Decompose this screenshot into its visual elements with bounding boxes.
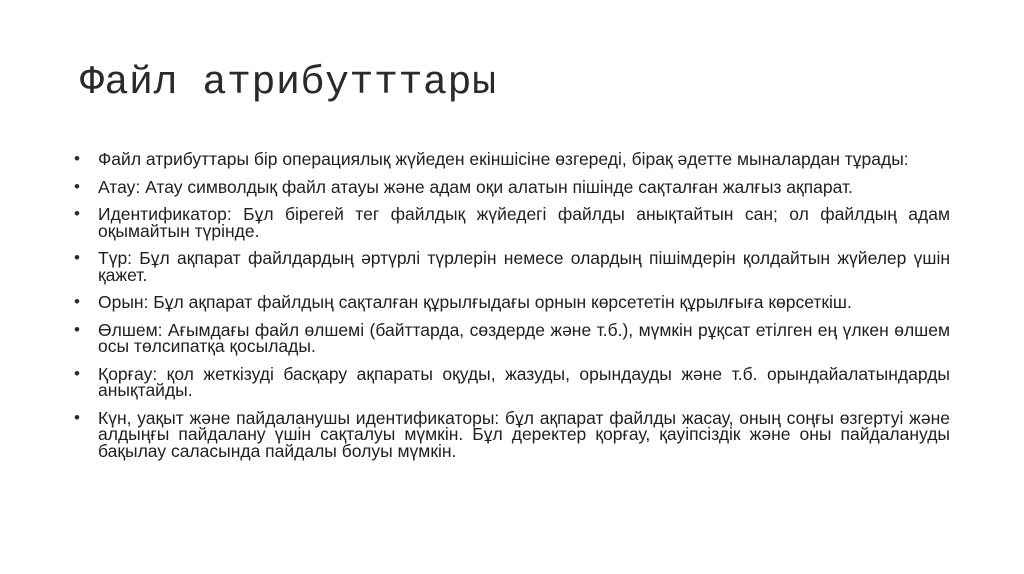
bullet-text-date-time-user: Күн, уақыт және пайдаланушы идентификаторы: бұл ақпарат файлды жасау, оның соңғы өзгертуі және алдыңғы пайдалану үшін сақталуы мүмкін. Бұл деректер қорғау, қауіпсіздік және оны пайдалануды бақылау саласында пайдалы болуы мүмкін. xyxy=(98,407,950,461)
bullet-item xyxy=(74,407,950,461)
bullet-dot: • xyxy=(74,248,80,267)
bullet-text-name: Атау: Атау символдық файл атауы және адам оқи алатын пішінде сақталған жалғыз ақпарат. xyxy=(98,176,853,197)
bullet-text-size: Өлшем: Ағымдағы файл өлшемі (байттарда, сөздерде және т.б.), мүмкін рұқсат етілген ең үлкен өлшем осы төлсипатқа қосылады. xyxy=(98,319,950,356)
bullet-dot: • xyxy=(74,149,80,168)
bullet-text-type: Түр: Бұл ақпарат файлдардың әртүрлі түрлерін немесе олардың пішімдерін қолдайтын жүйелер үшін қажет. xyxy=(98,248,950,285)
bullet-item xyxy=(74,206,950,239)
bullet-text-location: Орын: Бұл ақпарат файлдың сақталған құрылғыдағы орнын көрсететін құрылғыға көрсеткіш. xyxy=(98,292,852,312)
bullet-text-attributes-intro: Файл атрибуттары бір операциялық жүйеден екіншісіне өзгереді, бірақ әдетте мыналардан тұрады: xyxy=(98,149,909,169)
bullet-dot: • xyxy=(74,363,80,383)
slide-title: Файл атрибутттары xyxy=(80,61,497,106)
bullet-dot: • xyxy=(74,176,80,196)
bullet-item xyxy=(74,176,950,197)
bullet-dot: • xyxy=(74,319,80,339)
bullet-dot: • xyxy=(74,204,80,223)
bullet-item xyxy=(74,294,950,311)
bullet-list xyxy=(74,151,950,470)
bullet-item xyxy=(74,250,950,283)
bullet-dot: • xyxy=(74,407,80,427)
bullet-item xyxy=(74,319,950,356)
bullet-text-protection: Қорғау: қол жеткізуді басқару ақпараты оқуды, жазуды, орындауды және т.б. орындайалатындарды анықтайды. xyxy=(98,363,950,400)
bullet-text-identifier: Идентификатор: Бұл бірегей тег файлдық жүйедегі файлды анықтайтын сан; ол файлдың адам оқымайтын түрінде. xyxy=(98,204,950,241)
bullet-item xyxy=(74,151,950,168)
bullet-dot: • xyxy=(74,292,80,311)
bullet-item xyxy=(74,363,950,400)
